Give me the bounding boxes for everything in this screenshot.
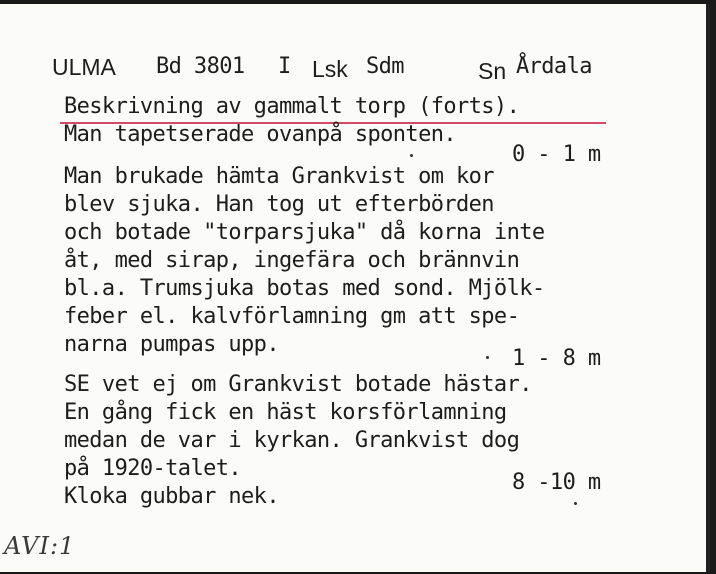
body-line: narna pumpas upp. — [64, 332, 279, 357]
header-archive: ULMA — [52, 54, 116, 80]
archive-card — [0, 4, 710, 572]
body-line: Man tapetserade ovanpå sponten. — [64, 122, 456, 147]
header-roman: I — [278, 54, 291, 79]
ink-dot — [410, 154, 413, 157]
card-title: Beskrivning av gammalt torp (forts). — [64, 94, 520, 119]
body-line: och botade "torparsjuka" då korna inte — [64, 220, 545, 245]
body-line: Kloka gubbar nek. — [64, 484, 279, 509]
header-volume: Bd 3801 — [156, 54, 245, 79]
body-line: bl.a. Trumsjuka botas med sond. Mjölk- — [64, 276, 545, 301]
body-line: feber el. kalvförlamning gm att spe- — [64, 304, 520, 329]
ink-dot — [574, 502, 577, 505]
body-line: SE vet ej om Grankvist botade hästar. — [64, 372, 532, 397]
body-line: En gång fick en häst korsförlamning — [64, 400, 507, 425]
ink-dot — [486, 356, 489, 359]
margin-note: 1 - 8 m — [512, 346, 601, 371]
body-line: medan de var i kyrkan. Grankvist dog — [64, 428, 520, 453]
body-line: på 1920-talet. — [64, 456, 242, 481]
header-province-label: Lsk — [312, 56, 348, 82]
header-province: Sdm — [366, 54, 404, 79]
handwritten-mark: AVI:1 — [4, 532, 76, 560]
body-line: åt, med sirap, ingefära och brännvin — [64, 248, 520, 273]
margin-note: 8 -10 m — [512, 470, 601, 495]
body-line: blev sjuka. Han tog ut efterbörden — [64, 192, 494, 217]
body-line: Man brukade hämta Grankvist om kor — [64, 164, 494, 189]
header-parish-label: Sn — [478, 58, 507, 84]
header-parish: Årdala — [516, 54, 592, 79]
margin-note: 0 - 1 m — [512, 142, 601, 167]
